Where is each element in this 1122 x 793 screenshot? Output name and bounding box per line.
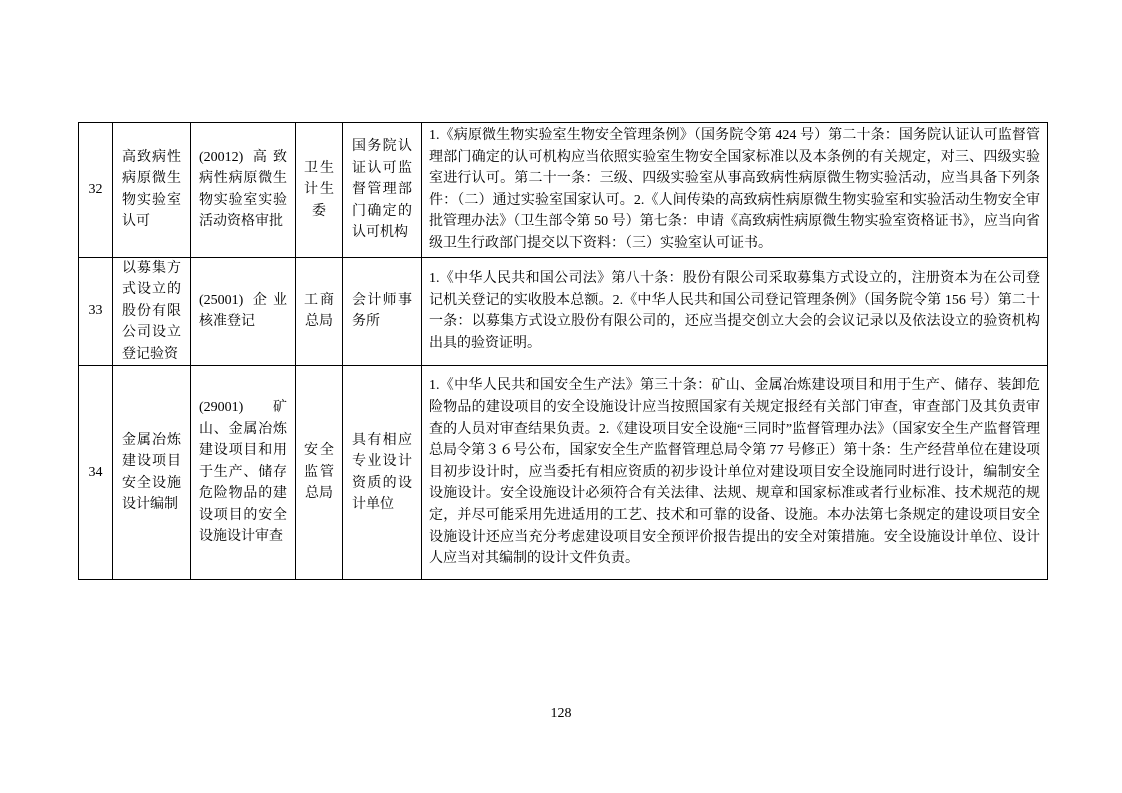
table-row	[79, 366, 1048, 580]
legal-basis-cell: 1.《中华人民共和国安全生产法》第三十条：矿山、金属冶炼建设项目和用于生产、储存、装卸危险物品的建设项目的安全设施设计应当按照国家有关规定报经有关部门审查，审查部门及其负责审查的人员对审查结果负责。2.《建设项目安全设施“三同时”监督管理办法》（国家安全生产监督管理总局令第３６号公布，国家安全生产监督管理总局令第 77 号修正）第十条：生产经营单位在建设项目初步设计时，应当委托有相应资质的初步设计单位对建设项目安全设施同时进行设计，编制安全设施设计。安全设施设计必须符合有关法律、法规、规章和国家标准或者行业标准、技术规范的规定，并尽可能采用先进适用的工艺、技术和可靠的设备、设施。本办法第七条规定的建设项目安全设施设计还应当充分考虑建设项目安全预评价报告提出的安全对策措施。安全设施设计单位、设计人应当对其编制的设计文件负责。	[422, 366, 1048, 580]
item-code-cell: (25001) 企业核准登记	[191, 257, 296, 366]
legal-basis-cell: 1.《病原微生物实验室生物安全管理条例》（国务院令第 424 号）第二十条：国务院认证认可监督管理部门确定的认可机构应当依照实验室生物安全国家标准以及本条例的有关规定，对三、四级实验室进行认可。第二十一条：三级、四级实验室从事高致病性病原微生物实验活动，应当具备下列条件：（二）通过实验室国家认可。2.《人间传染的高致病性病原微生物实验室和实验活动生物安全审批管理办法》（卫生部令第 50 号）第七条：申请《高致病性病原微生物实验室资格证书》，应当向省级卫生行政部门提交以下资料：（三）实验室认可证书。	[422, 123, 1048, 258]
row-number-cell: 32	[79, 123, 113, 258]
item-name-cell: 金属冶炼建设项目安全设施设计编制	[113, 366, 191, 580]
organization-cell: 具有相应专业设计资质的设计单位	[343, 366, 422, 580]
legal-basis-cell: 1.《中华人民共和国公司法》第八十条：股份有限公司采取募集方式设立的，注册资本为在公司登记机关登记的实收股本总额。2.《中华人民共和国公司登记管理条例》（国务院令第 156 号）第二十一条：以募集方式设立股份有限公司的，还应当提交创立大会的会议记录以及依法设立的验资机构出具的验资证明。	[422, 257, 1048, 366]
row-number-cell: 33	[79, 257, 113, 366]
approval-items-table	[78, 122, 1048, 580]
table-row	[79, 257, 1048, 366]
item-name-cell: 以募集方式设立的股份有限公司设立登记验资	[113, 257, 191, 366]
row-number-cell: 34	[79, 366, 113, 580]
item-code-cell: (20012) 高致病性病原微生物实验室实验活动资格审批	[191, 123, 296, 258]
department-cell: 卫生计生委	[296, 123, 343, 258]
department-cell: 工商总局	[296, 257, 343, 366]
organization-cell: 国务院认证认可监督管理部门确定的认可机构	[343, 123, 422, 258]
table-row	[79, 123, 1048, 258]
item-code-cell: (29001) 矿山、金属冶炼建设项目和用于生产、储存危险物品的建设项目的安全设施设计审查	[191, 366, 296, 580]
organization-cell: 会计师事务所	[343, 257, 422, 366]
department-cell: 安全监管总局	[296, 366, 343, 580]
page-number: 128	[550, 706, 572, 721]
item-name-cell: 高致病性病原微生物实验室认可	[113, 123, 191, 258]
